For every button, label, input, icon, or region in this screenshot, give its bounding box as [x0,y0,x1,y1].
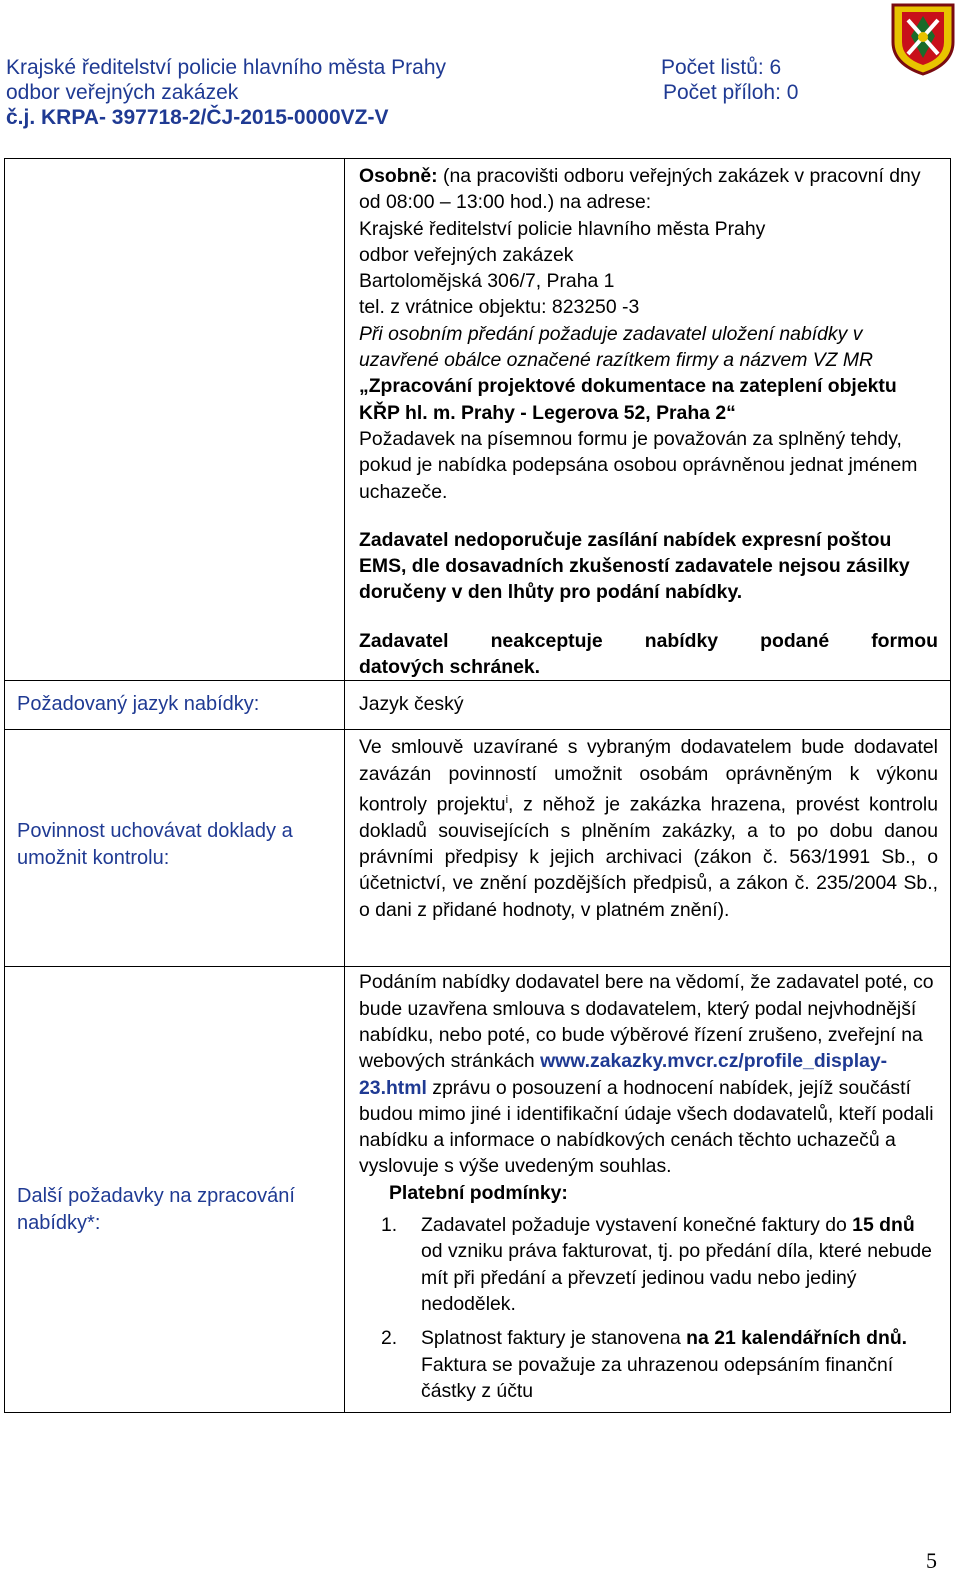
list-number: 1. [381,1214,398,1237]
language-label: Požadovaný jazyk nabídky: [17,693,260,716]
label-cell [5,681,345,730]
datove-schranky-line-1: Zadavatel neakceptuje nabídky podané formou [359,629,938,652]
table-row [5,730,951,967]
item-text: Zadavatel požaduje vystavení konečné faktury do [421,1214,853,1237]
publication-text-a: Podáním nabídky dodavatel bere na vědomí, že zadavatel poté, co bude uzavřena smlouva s dodavatelem, který podal nejvhodnější nabídku, nebo poté, co bude výběrové řízení zrušeno, zveřejní na webových stránkách [359,971,934,1073]
osobne-paragraph [359,163,938,216]
reference-number: č.j. KRPA- 397718-2/ČJ-2015-0000VZ-V [6,106,389,129]
footnote-marker: i [505,793,509,806]
table-row [5,681,951,730]
label-cell [5,730,345,967]
osobne-text: (na pracovišti odboru veřejných zakázek v pracovní dny od 08:00 – 13:00 hod.) na adrese: [359,165,921,214]
address-line: tel. z vrátnice objektu: 823250 -3 [359,296,640,319]
table-row [5,967,951,1413]
address-line: Krajské ředitelství policie hlavního města Prahy [359,217,766,240]
item-emphasis: 15 dnů [852,1214,915,1237]
page-number: 5 [926,1548,937,1573]
other-requirements-label: Další požadavky na zpracování nabídky*: [17,1185,295,1235]
list-item [359,1325,938,1404]
label-cell-empty [5,159,345,681]
personal-delivery-note: Při osobním předání požaduje zadavatel uložení nabídky v uzavřené obálce označené razítkem firmy a názvem VZ MR [359,322,874,372]
project-title: „Zpracování projektové dokumentace na zateplení objektu KŘP hl. m. Prahy - Legerova 52, Praha 2“ [359,375,897,424]
inspection-text-a: Ve smlouvě uzavírané s vybraným dodavatelem bude dodavatel zavázán povinností umožnit osobám oprávněným k výkonu kontroly projektu [359,736,938,816]
org-line-2: odbor veřejných zakázek [6,81,239,104]
ems-warning: Zadavatel nedoporučuje zasílání nabídek expresní poštou EMS, dle dosavadních zkušeností zadavatele nejsou zásilky doručeny v den lhůty pro podání nabídky. [359,528,910,604]
list-item [359,1212,938,1317]
sheet-count: Počet listů: 6 [661,56,782,79]
profile-link[interactable]: www.zakazky.mvcr.cz/profile_display-23.html [359,1050,888,1099]
publication-text-b: zprávu o posouzení a hodnocení nabídek, jejíž součástí budou mimo jiné i identifikační údaje všech dodavatelů, kteří podali nabídku a informace o nabídkových cenách těchto uchazečů a vyslovuje s výše uvedeným souhlas. [359,1076,934,1178]
offer-requirements-table [4,158,951,1413]
inspection-label: Povinnost uchovávat doklady a umožnit kontrolu: [17,820,293,870]
item-text: od vzniku práva fakturovat, tj. po předání díla, které nebude mít při předání a převzetí jedinou vadu nebo jediný nedodělek. [421,1240,932,1315]
attachment-count: Počet příloh: 0 [663,81,799,104]
payment-terms-list [359,1212,938,1404]
other-requirements-cell [345,967,951,1413]
police-emblem-icon [890,2,956,76]
inspection-text-b: , z něhož je zakázka hrazena, provést kontrolu dokladů souvisejících s plněním zakázky, a to po dobu danou právními předpisy k jejich archivaci (zákon č. 563/1991 Sb., o účetnictví, ve znění pozdějších předpisů, a zákon č. 235/2004 Sb., o dani z přidané hodnoty, v platném znění). [359,793,938,921]
list-number: 2. [381,1327,398,1350]
org-line-1: Krajské ředitelství policie hlavního města Prahy [6,56,447,79]
address-line: Bartolomějská 306/7, Praha 1 [359,270,615,293]
delivery-cell [345,159,951,681]
language-value: Jazyk český [345,681,951,730]
table-row [5,159,951,681]
osobne-label: Osobně: [359,165,438,187]
publication-consent-text [359,969,938,1179]
item-text: Faktura se považuje za uhrazenou odepsáním finanční částky z účtu [421,1353,894,1402]
inspection-obligation-cell [345,730,951,967]
item-emphasis: na 21 kalendářních dnů. [686,1327,908,1350]
label-cell [5,967,345,1413]
datove-schranky-line-2: datových schránek. [359,656,541,679]
address-line: odbor veřejných zakázek [359,243,574,266]
written-form-note: Požadavek na písemnou formu je považován za splněný tehdy, pokud je nabídka podepsána osobou oprávněnou jednat jménem uchazeče. [359,427,918,503]
payment-terms-heading: Platební podmínky: [389,1181,568,1204]
item-text: Splatnost faktury je stanovena [421,1327,687,1350]
